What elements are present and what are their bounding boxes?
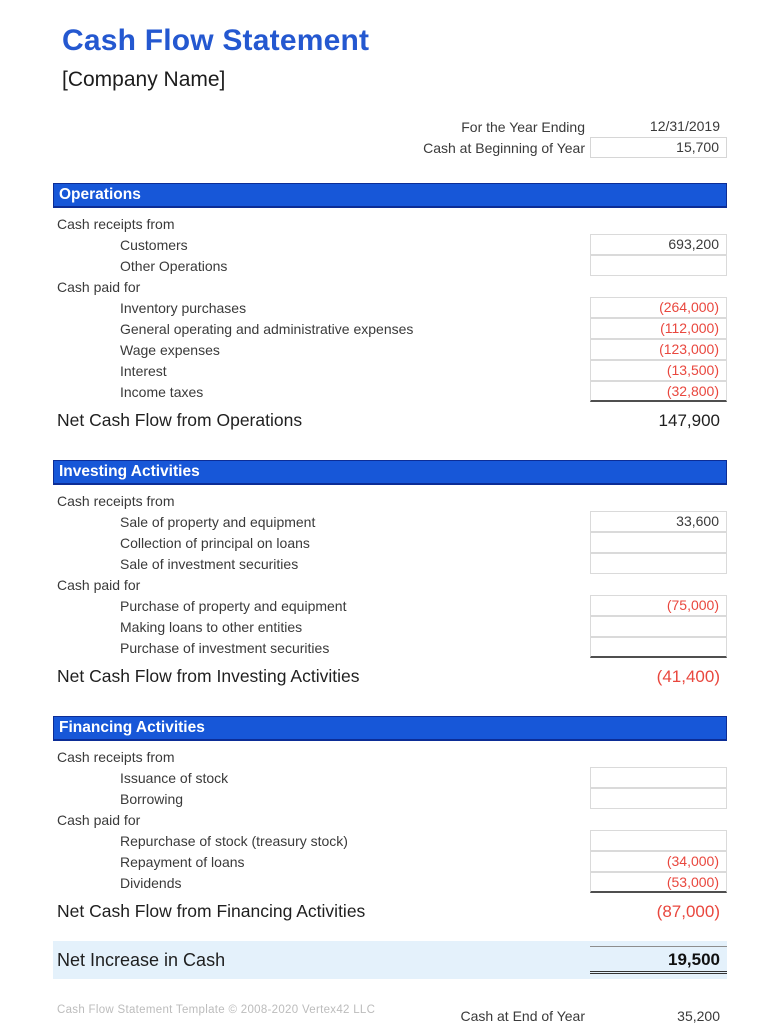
- year-ending-label: For the Year Ending: [461, 118, 585, 135]
- net-increase-band: [53, 941, 727, 979]
- section-header-bar: [53, 716, 727, 741]
- row-label: Cash paid for: [57, 811, 141, 828]
- statement-row: [53, 616, 727, 637]
- statement-row: [53, 405, 727, 435]
- statement-row: [53, 276, 727, 297]
- value-cell[interactable]: (123,000): [590, 339, 727, 360]
- end-of-year-label: Cash at End of Year: [460, 1007, 585, 1024]
- value-cell[interactable]: (264,000): [590, 297, 727, 318]
- statement-row: [53, 637, 727, 658]
- sections: [53, 183, 727, 926]
- row-label: General operating and administrative expenses: [120, 320, 414, 337]
- value-cell[interactable]: (34,000): [590, 851, 727, 872]
- beginning-cash-value[interactable]: 15,700: [590, 137, 727, 158]
- statement-row: [53, 788, 727, 809]
- value-cell[interactable]: [590, 616, 727, 637]
- statement-section: [53, 716, 727, 926]
- section-title: Financing Activities: [59, 719, 205, 736]
- section-rows: [53, 213, 727, 435]
- value-cell[interactable]: (75,000): [590, 595, 727, 616]
- statement-row: [53, 553, 727, 574]
- statement-row: [53, 661, 727, 691]
- value-cell[interactable]: [590, 553, 727, 574]
- value-cell[interactable]: (53,000): [590, 872, 727, 893]
- value-cell[interactable]: (32,800): [590, 381, 727, 402]
- row-label: Borrowing: [120, 790, 184, 807]
- statement-row: [53, 213, 727, 234]
- statement-row: [53, 339, 727, 360]
- page-title: Cash Flow Statement: [62, 24, 370, 57]
- statement-row: [53, 511, 727, 532]
- value-cell[interactable]: [590, 637, 727, 658]
- row-label: Net Cash Flow from Operations: [57, 409, 303, 430]
- statement-section: [53, 183, 727, 435]
- section-rows: [53, 746, 727, 926]
- statement-row: [53, 318, 727, 339]
- section-header-bar: [53, 183, 727, 208]
- section-title: Operations: [59, 186, 141, 203]
- value-cell[interactable]: [590, 788, 727, 809]
- value-cell[interactable]: [590, 255, 727, 276]
- row-label: Issuance of stock: [120, 769, 229, 786]
- net-increase-label: Net Increase in Cash: [57, 949, 226, 970]
- row-label: Dividends: [120, 874, 182, 891]
- statement-row: [53, 255, 727, 276]
- statement-row: [53, 896, 727, 926]
- statement-row: [53, 872, 727, 893]
- value-cell[interactable]: [590, 830, 727, 851]
- statement-row: [53, 767, 727, 788]
- value-cell[interactable]: [590, 767, 727, 788]
- value-cell[interactable]: (13,500): [590, 360, 727, 381]
- statement-row: [53, 297, 727, 318]
- company-name: [Company Name]: [62, 68, 226, 91]
- section-rows: [53, 490, 727, 691]
- beginning-cash-row: [53, 137, 727, 158]
- row-label: Sale of property and equipment: [120, 513, 316, 530]
- row-label: Inventory purchases: [120, 299, 247, 316]
- beginning-cash-label: Cash at Beginning of Year: [423, 139, 585, 156]
- row-label: Purchase of property and equipment: [120, 597, 347, 614]
- row-label: Repayment of loans: [120, 853, 245, 870]
- row-label: Cash paid for: [57, 278, 141, 295]
- row-label: Wage expenses: [120, 341, 220, 358]
- row-label: Interest: [120, 362, 167, 379]
- row-label: Cash receipts from: [57, 748, 175, 765]
- row-label: Repurchase of stock (treasury stock): [120, 832, 348, 849]
- row-label: Other Operations: [120, 257, 228, 274]
- statement-row: [53, 809, 727, 830]
- footer-credit: Cash Flow Statement Template © 2008-2020 Vertex42 LLC: [57, 1004, 376, 1016]
- statement-header: [53, 116, 727, 158]
- value-cell: (87,000): [656, 901, 720, 921]
- row-label: Customers: [120, 236, 188, 253]
- row-label: Purchase of investment securities: [120, 639, 330, 656]
- value-cell: 147,900: [658, 410, 720, 430]
- row-label: Net Cash Flow from Financing Activities: [57, 900, 366, 921]
- row-label: Cash receipts from: [57, 215, 175, 232]
- year-ending-row: [53, 116, 727, 137]
- row-label: Cash paid for: [57, 576, 141, 593]
- row-label: Sale of investment securities: [120, 555, 299, 572]
- statement-row: [53, 746, 727, 767]
- statement-row: [53, 574, 727, 595]
- value-cell[interactable]: 693,200: [590, 234, 727, 255]
- row-label: Income taxes: [120, 383, 204, 400]
- statement-row: [53, 595, 727, 616]
- row-label: Cash receipts from: [57, 492, 175, 509]
- value-cell[interactable]: 33,600: [590, 511, 727, 532]
- statement-row: [53, 490, 727, 511]
- row-label: Collection of principal on loans: [120, 534, 310, 551]
- statement-row: [53, 851, 727, 872]
- section-header-bar: [53, 460, 727, 485]
- value-cell[interactable]: [590, 532, 727, 553]
- value-cell: (41,400): [656, 666, 720, 686]
- statement-section: [53, 460, 727, 691]
- value-cell[interactable]: (112,000): [590, 318, 727, 339]
- statement-row: [53, 234, 727, 255]
- row-label: Making loans to other entities: [120, 618, 303, 635]
- net-increase-value: 19,500: [590, 946, 727, 974]
- year-ending-value: 12/31/2019: [649, 118, 720, 134]
- end-of-year-value: 35,200: [677, 1007, 720, 1024]
- statement-row: [53, 360, 727, 381]
- row-label: Net Cash Flow from Investing Activities: [57, 665, 360, 686]
- statement-row: [53, 830, 727, 851]
- section-title: Investing Activities: [59, 463, 200, 480]
- statement-row: [53, 532, 727, 553]
- statement-row: [53, 381, 727, 402]
